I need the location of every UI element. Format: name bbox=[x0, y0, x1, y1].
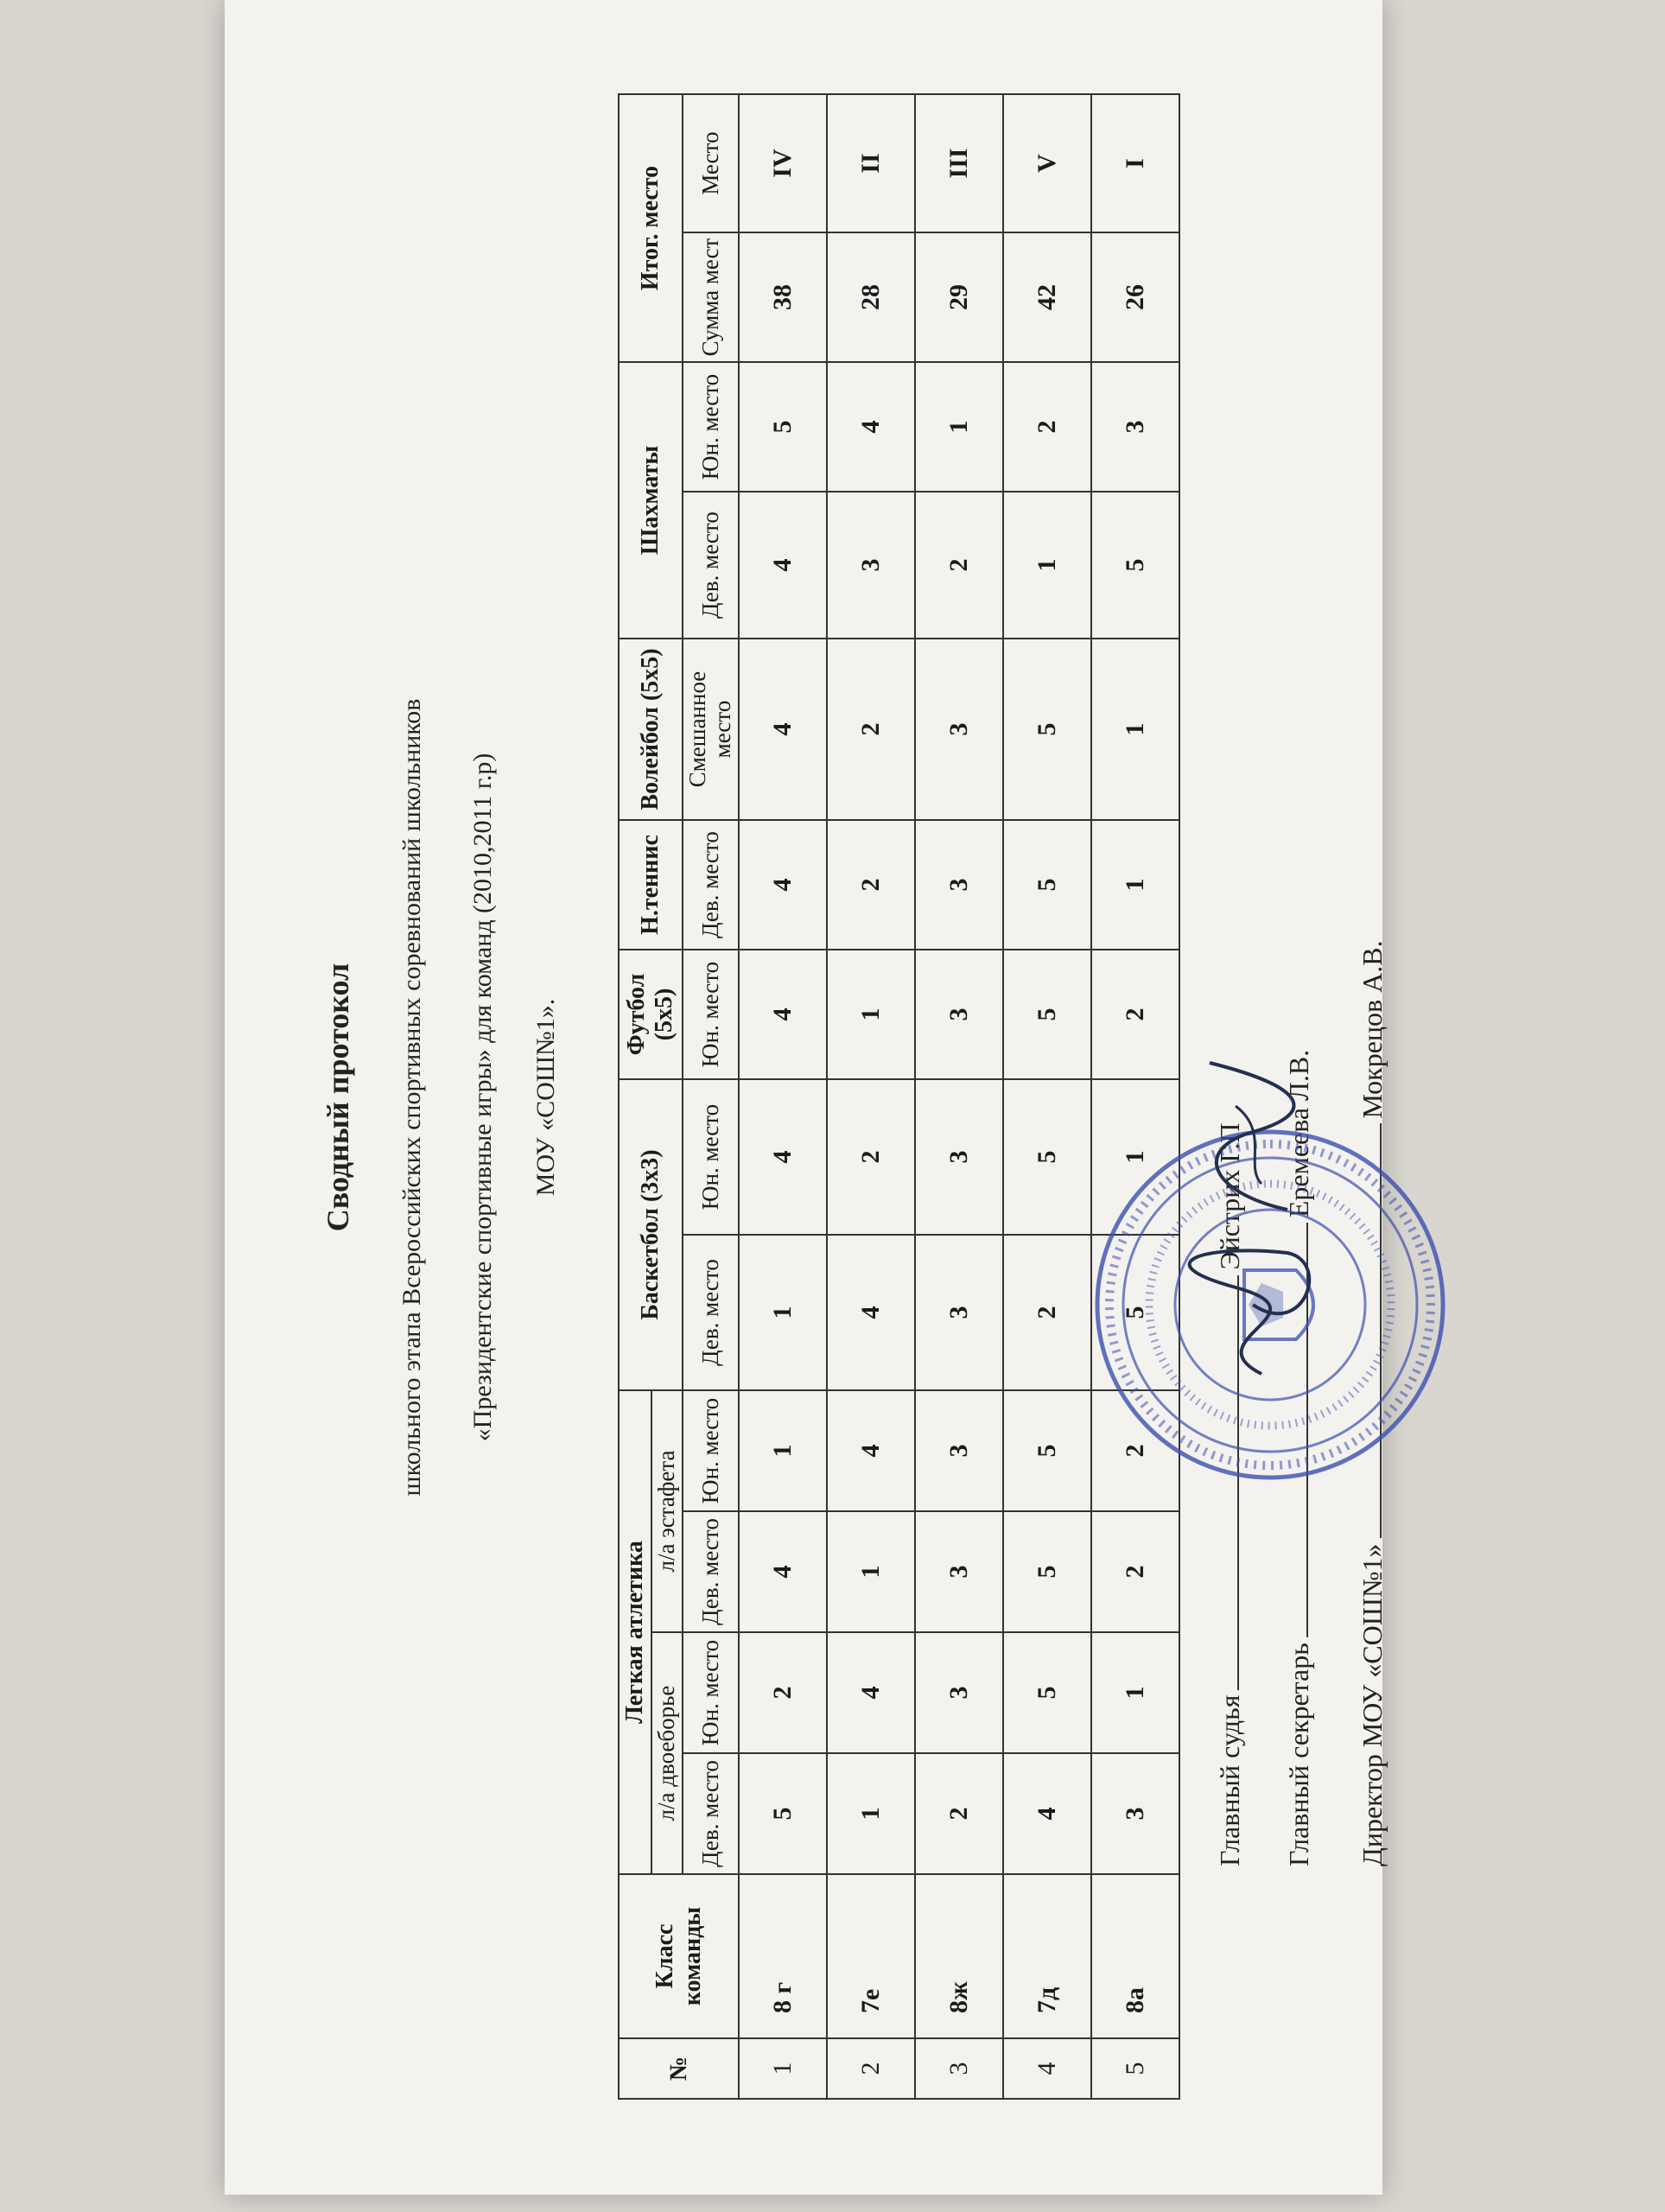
cell: 1 bbox=[1091, 1079, 1179, 1235]
document-title: Сводный протокол bbox=[321, 963, 355, 1232]
table-row bbox=[739, 94, 827, 2099]
row-team: 7е bbox=[827, 1874, 915, 2038]
row-team: 7д bbox=[1003, 1874, 1091, 2038]
cell: 3 bbox=[915, 950, 1003, 1079]
cell: 1 bbox=[739, 1235, 827, 1390]
cell: 5 bbox=[1003, 1632, 1091, 1753]
director-label: Директор МОУ «СОШ№1» bbox=[1357, 1543, 1388, 1866]
cell: 2 bbox=[827, 1079, 915, 1235]
document-subtitle-2: «Президентские спортивные игры» для команд (2010,2011 г.р) bbox=[468, 753, 497, 1442]
header-girls-place: Дев. место bbox=[683, 820, 739, 950]
handwritten-signature-icon bbox=[1158, 1028, 1357, 1391]
cell: 4 bbox=[739, 820, 827, 950]
row-num: 3 bbox=[915, 2038, 1003, 2099]
cell: 4 bbox=[827, 1235, 915, 1390]
header-girls-place: Дев. место bbox=[683, 1511, 739, 1632]
header-boys-place: Юн. место bbox=[683, 1632, 739, 1753]
cell: 5 bbox=[1003, 950, 1091, 1079]
cell: 4 bbox=[739, 492, 827, 639]
table-row bbox=[915, 94, 1003, 2099]
cell: 2 bbox=[827, 639, 915, 820]
cell: 5 bbox=[739, 362, 827, 492]
cell: 2 bbox=[915, 492, 1003, 639]
cell: 1 bbox=[1091, 639, 1179, 820]
row-team: 8ж bbox=[915, 1874, 1003, 2038]
cell: 1 bbox=[1003, 492, 1091, 639]
header-boys-place: Юн. место bbox=[683, 950, 739, 1079]
cell: 3 bbox=[915, 1235, 1003, 1390]
row-num: 4 bbox=[1003, 2038, 1091, 2099]
cell: 1 bbox=[739, 1390, 827, 1511]
header-girls-place: Дев. место bbox=[683, 492, 739, 639]
cell: IV bbox=[739, 94, 827, 232]
row-team: 8 г bbox=[739, 1874, 827, 2038]
header-mixed-place: Смешанное место bbox=[683, 639, 739, 820]
header-girls-place: Дев. место bbox=[683, 1235, 739, 1390]
header-athletics-duathlon: л/а двоеборье bbox=[651, 1632, 683, 1874]
cell: 2 bbox=[1091, 950, 1179, 1079]
cell: 3 bbox=[915, 1511, 1003, 1632]
cell: 4 bbox=[827, 1390, 915, 1511]
cell: 3 bbox=[827, 492, 915, 639]
header-num: № bbox=[619, 2038, 739, 2099]
cell: V bbox=[1003, 94, 1091, 232]
cell: 4 bbox=[739, 1511, 827, 1632]
cell: 1 bbox=[827, 1511, 915, 1632]
cell: 2 bbox=[1091, 1390, 1179, 1511]
results-table bbox=[618, 93, 1180, 2100]
cell: 1 bbox=[915, 362, 1003, 492]
header-girls-place: Дев. место bbox=[683, 1753, 739, 1874]
row-num: 5 bbox=[1091, 2038, 1179, 2099]
cell: 5 bbox=[1003, 1079, 1091, 1235]
director-name: Мокрецов А.В. bbox=[1357, 940, 1388, 1119]
judge-name: Эйстрих Г.П bbox=[1214, 1122, 1245, 1270]
header-sum-places: Сумма мест bbox=[683, 232, 739, 362]
row-team: 8а bbox=[1091, 1874, 1179, 2038]
cell: 38 bbox=[739, 232, 827, 362]
header-chess: Шахматы bbox=[619, 362, 683, 639]
cell: I bbox=[1091, 94, 1179, 232]
cell: 2 bbox=[1003, 362, 1091, 492]
table-row bbox=[827, 94, 915, 2099]
header-football: Футбол (5х5) bbox=[619, 950, 683, 1079]
judge-label: Главный судья bbox=[1214, 1694, 1245, 1866]
cell: 4 bbox=[739, 950, 827, 1079]
document-sheet bbox=[225, 0, 1388, 2195]
header-tennis: Н.теннис bbox=[619, 820, 683, 950]
cell: 1 bbox=[827, 950, 915, 1079]
cell: 42 bbox=[1003, 232, 1091, 362]
table-row bbox=[1003, 94, 1091, 2099]
cell: 26 bbox=[1091, 232, 1179, 362]
cell: 2 bbox=[827, 820, 915, 950]
header-athletics-relay: л/а эстафета bbox=[651, 1390, 683, 1632]
header-basketball: Баскетбол (3х3) bbox=[619, 1079, 683, 1390]
cell: 4 bbox=[739, 639, 827, 820]
cell: 3 bbox=[915, 820, 1003, 950]
cell: 5 bbox=[1003, 639, 1091, 820]
header-athletics: Легкая атлетика bbox=[619, 1390, 651, 1874]
header-place: Место bbox=[683, 94, 739, 232]
header-total: Итог. место bbox=[619, 94, 683, 362]
cell: III bbox=[915, 94, 1003, 232]
cell: 3 bbox=[915, 1632, 1003, 1753]
header-boys-place: Юн. место bbox=[683, 1079, 739, 1235]
cell: 28 bbox=[827, 232, 915, 362]
cell: 5 bbox=[1091, 492, 1179, 639]
row-num: 1 bbox=[739, 2038, 827, 2099]
header-volleyball: Волейбол (5х5) bbox=[619, 639, 683, 820]
cell: 2 bbox=[915, 1753, 1003, 1874]
cell: 2 bbox=[1091, 1511, 1179, 1632]
cell: 1 bbox=[1091, 820, 1179, 950]
row-num: 2 bbox=[827, 2038, 915, 2099]
header-boys-place: Юн. место bbox=[683, 1390, 739, 1511]
cell: 3 bbox=[915, 639, 1003, 820]
cell: 4 bbox=[739, 1079, 827, 1235]
header-team: Класс команды bbox=[619, 1874, 739, 2038]
cell: 3 bbox=[1091, 362, 1179, 492]
document-subtitle-3: МОУ «СОШ№1». bbox=[531, 998, 560, 1197]
cell: 5 bbox=[1003, 820, 1091, 950]
cell: 2 bbox=[739, 1632, 827, 1753]
cell: 4 bbox=[827, 1632, 915, 1753]
cell: 29 bbox=[915, 232, 1003, 362]
cell: 5 bbox=[739, 1753, 827, 1874]
cell: 1 bbox=[1091, 1632, 1179, 1753]
cell: II bbox=[827, 94, 915, 232]
cell: 2 bbox=[1003, 1235, 1091, 1390]
cell: 3 bbox=[915, 1390, 1003, 1511]
header-boys-place: Юн. место bbox=[683, 362, 739, 492]
cell: 5 bbox=[1091, 1235, 1179, 1390]
cell: 3 bbox=[1091, 1753, 1179, 1874]
cell: 1 bbox=[827, 1753, 915, 1874]
cell: 4 bbox=[827, 362, 915, 492]
cell: 3 bbox=[915, 1079, 1003, 1235]
document-subtitle-1: школьного этапа Всероссийских спортивных соревнований школьников bbox=[397, 698, 426, 1497]
cell: 5 bbox=[1003, 1511, 1091, 1632]
secretary-label: Главный секретарь bbox=[1283, 1643, 1314, 1866]
cell: 4 bbox=[1003, 1753, 1091, 1874]
cell: 5 bbox=[1003, 1390, 1091, 1511]
secretary-name: Еремеева Л.В. bbox=[1283, 1049, 1314, 1218]
